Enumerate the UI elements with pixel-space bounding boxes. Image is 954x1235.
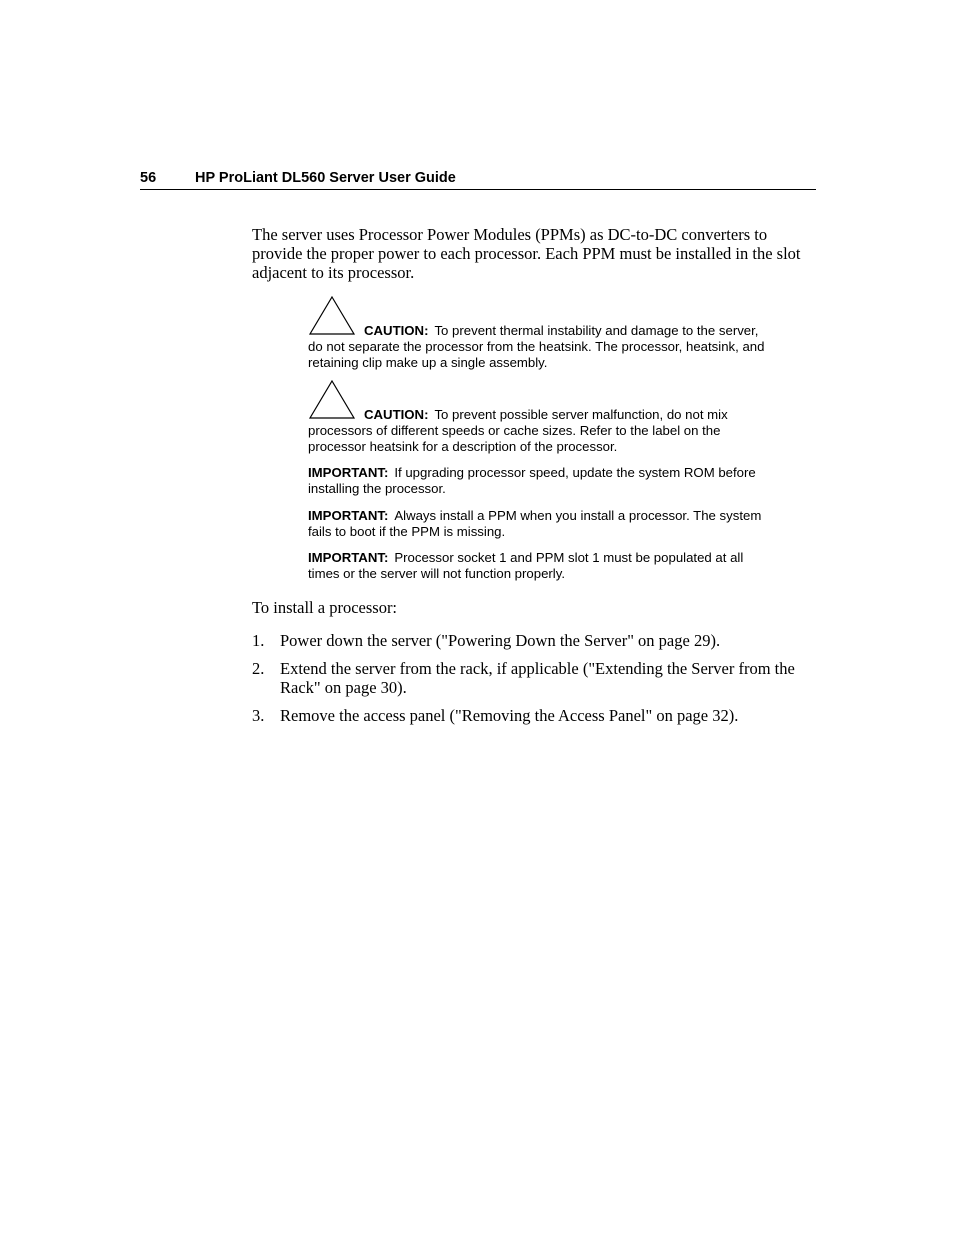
caution-body: To prevent possible server malfunction, do not mix processors of different speeds or cache sizes. Refer to the label on the processor heatsink for a description of the processor. <box>308 407 728 454</box>
step-number: 3. <box>252 706 265 725</box>
caution-text <box>308 323 768 371</box>
caution-body: To prevent thermal instability and damage to the server, do not separate the processor from the heatsink. The processor, heatsink, and retaining clip make up a single assembly. <box>308 323 765 370</box>
important-note-ppm <box>308 508 768 540</box>
important-label: IMPORTANT: <box>308 508 389 523</box>
step-text: Power down the server ("Powering Down the Server" on page 29). <box>280 631 721 650</box>
book-title: HP ProLiant DL560 Server User Guide <box>195 170 456 186</box>
list-item <box>252 706 812 725</box>
steps-intro: To install a processor: <box>252 598 398 617</box>
intro-paragraph: The server uses Processor Power Modules (PPMs) as DC-to-DC converters to provide the proper power to each processor. Each PPM must be installed in the slot adjacent to its processor. <box>252 225 801 282</box>
step-text: Extend the server from the rack, if applicable ("Extending the Server from the Rack" on page 30). <box>280 659 795 697</box>
important-body: If upgrading processor speed, update the system ROM before installing the processor. <box>308 465 756 496</box>
important-label: IMPORTANT: <box>308 465 389 480</box>
list-item <box>252 659 812 697</box>
important-body: Processor socket 1 and PPM slot 1 must be populated at all times or the server will not function properly. <box>308 550 744 581</box>
important-note-socket <box>308 550 768 582</box>
procedure-steps <box>252 631 812 734</box>
caution-label: CAUTION: <box>364 407 429 422</box>
caution-label: CAUTION: <box>364 323 429 338</box>
list-item <box>252 631 812 650</box>
step-number: 2. <box>252 659 265 678</box>
step-number: 1. <box>252 631 265 650</box>
step-text: Remove the access panel ("Removing the Access Panel" on page 32). <box>280 706 739 725</box>
important-body: Always install a PPM when you install a processor. The system fails to boot if the PPM is missing. <box>308 508 762 539</box>
caution-text <box>308 407 768 455</box>
page-number: 56 <box>140 170 157 186</box>
page-header <box>140 169 816 190</box>
important-label: IMPORTANT: <box>308 550 389 565</box>
important-note-rom <box>308 465 768 497</box>
